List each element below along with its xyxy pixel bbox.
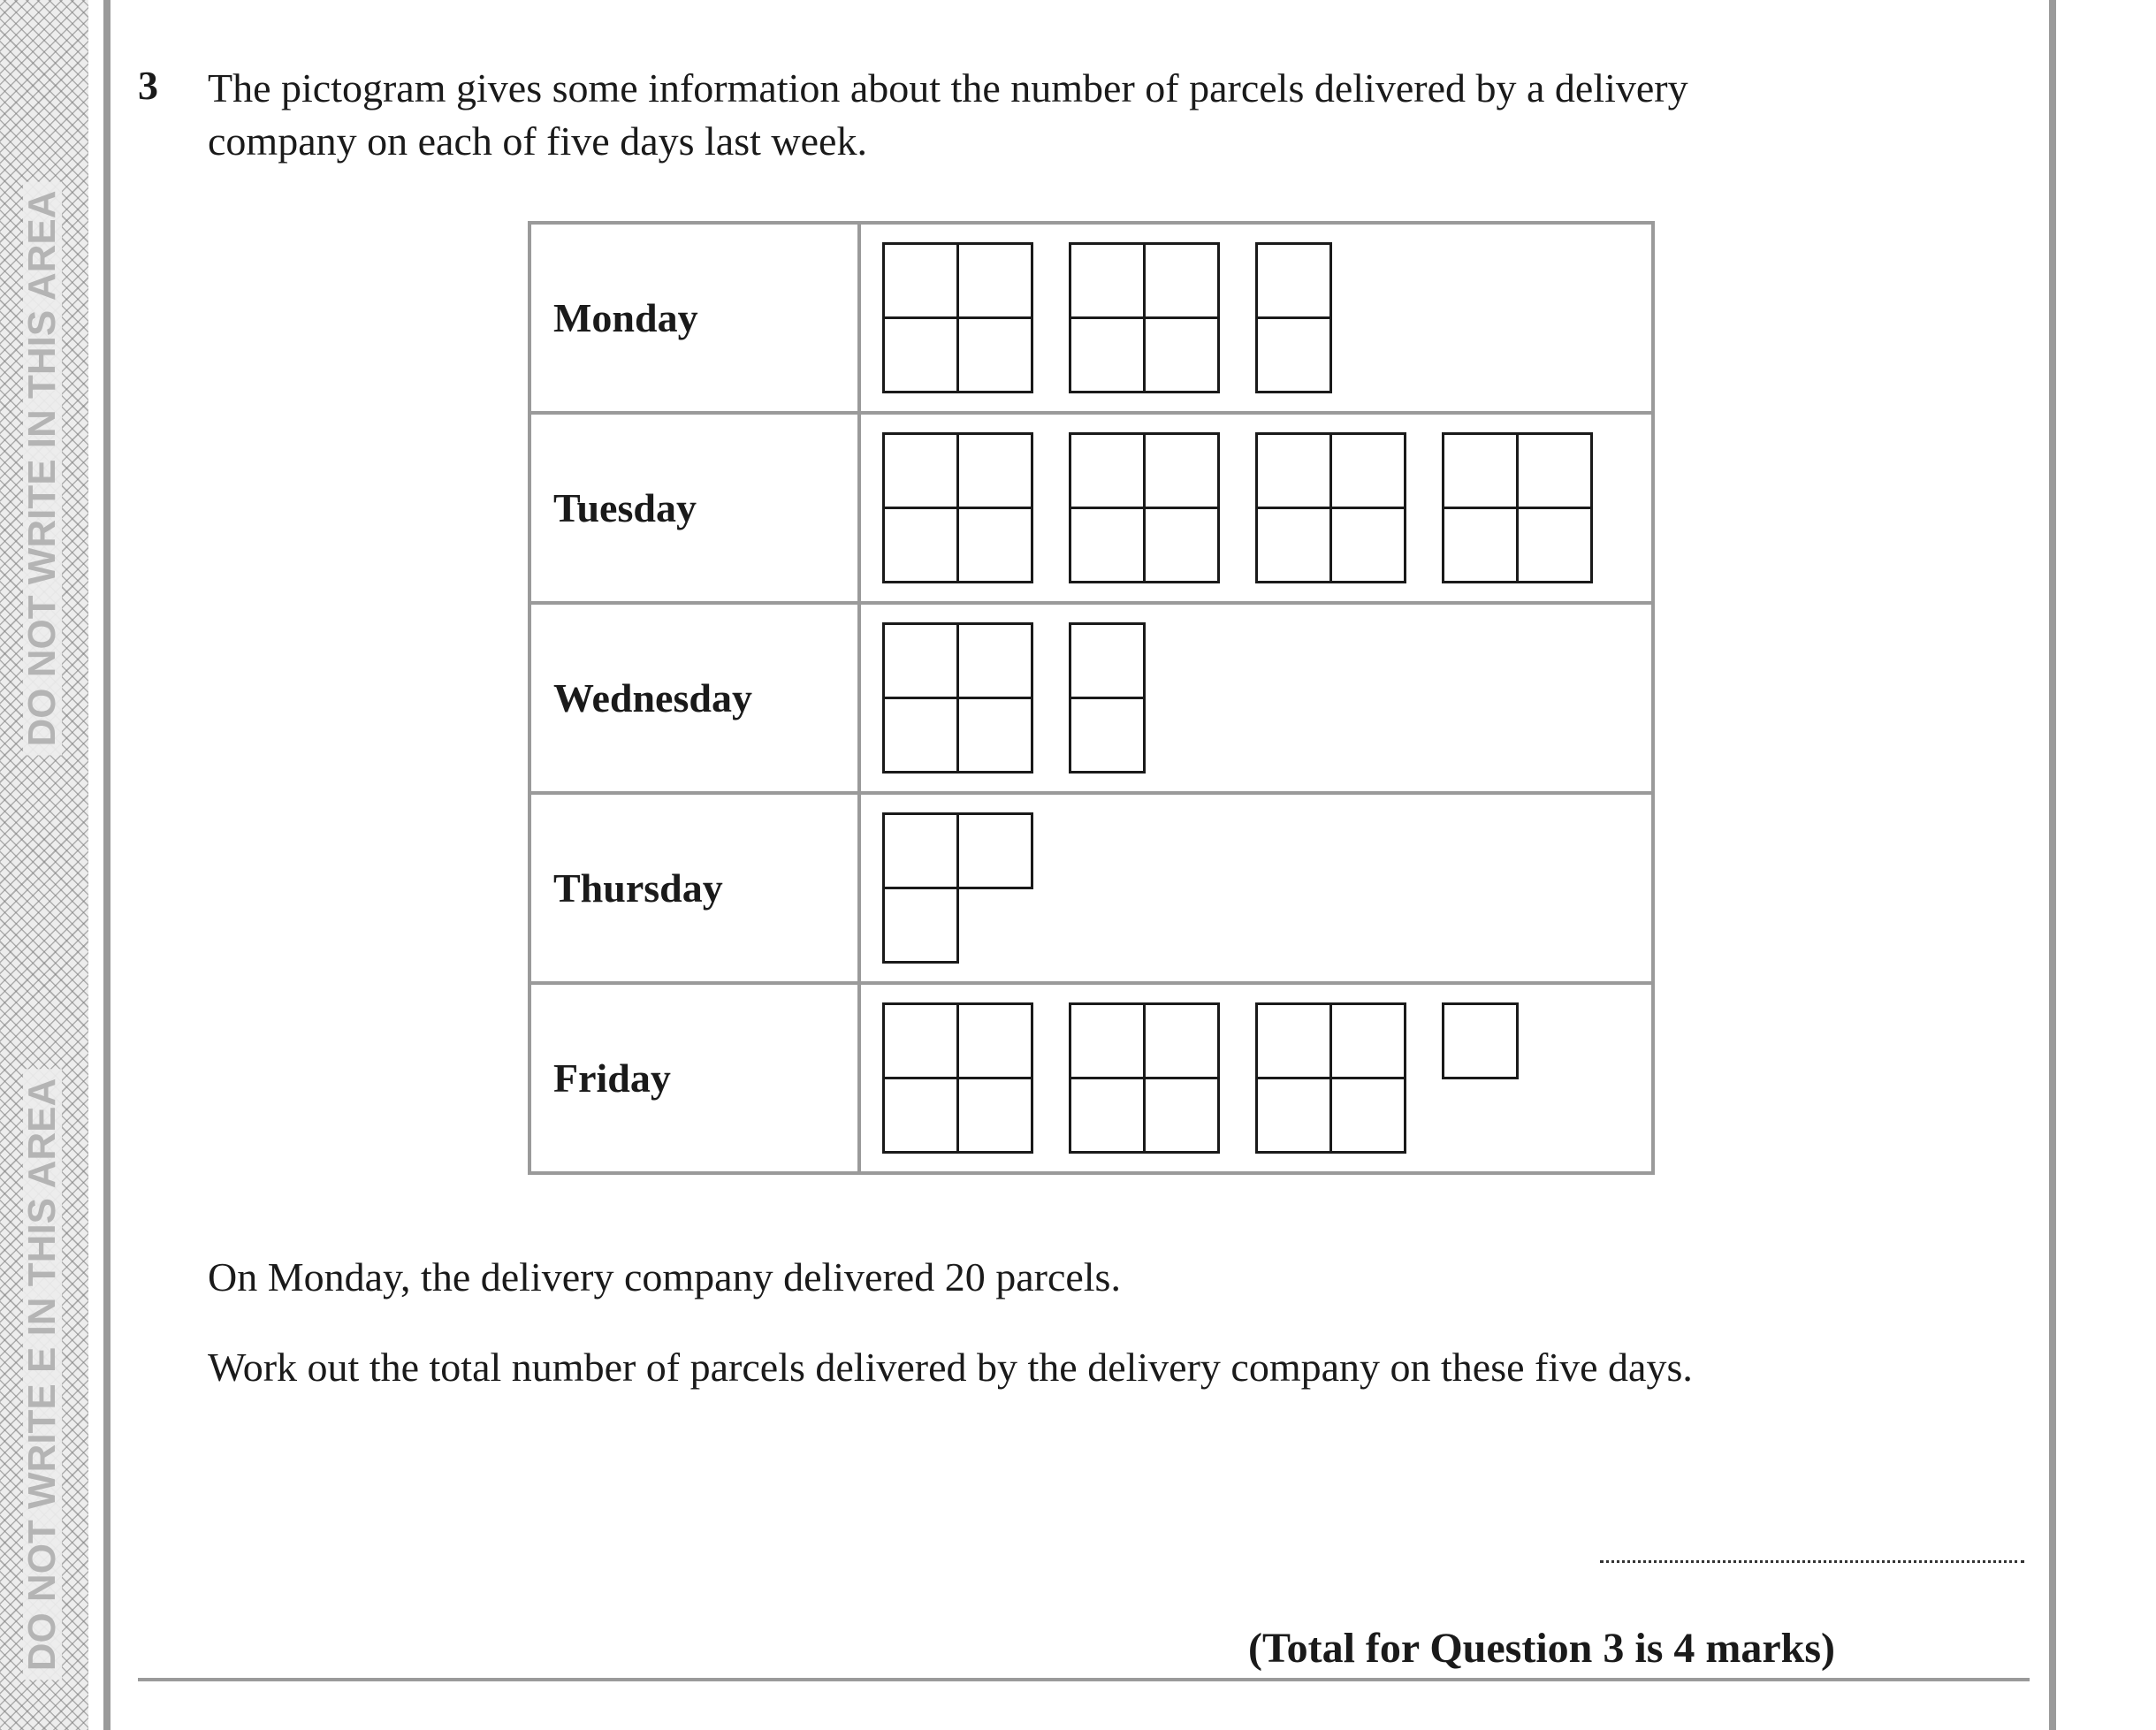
parcel-symbol bbox=[1069, 622, 1146, 774]
symbol-cell bbox=[859, 223, 1653, 413]
symbol-quarter bbox=[958, 244, 1032, 318]
parcel-symbol bbox=[1255, 1002, 1406, 1154]
day-label: Monday bbox=[529, 223, 859, 413]
question-text: The pictogram gives some information about the number of parcels delivered by a delivery company on each of five days last week. bbox=[208, 65, 1688, 164]
symbol-quarter bbox=[1444, 434, 1518, 508]
symbol-quarter bbox=[1070, 508, 1145, 583]
question-divider bbox=[138, 1678, 2030, 1681]
symbol-quarter bbox=[1070, 318, 1145, 392]
symbol-quarter bbox=[958, 318, 1032, 392]
parcel-symbol bbox=[882, 242, 1033, 393]
symbol-quarter bbox=[1257, 508, 1331, 583]
symbol-quarter bbox=[1444, 1004, 1518, 1078]
symbol-quarter bbox=[1257, 1004, 1331, 1078]
symbol-cell bbox=[859, 603, 1653, 793]
day-label: Friday bbox=[529, 983, 859, 1173]
total-marks: (Total for Question 3 is 4 marks) bbox=[1248, 1625, 1836, 1672]
symbol-quarter bbox=[884, 508, 958, 583]
symbol-quarter bbox=[958, 698, 1032, 773]
symbol-quarter bbox=[1145, 244, 1219, 318]
symbol-quarter bbox=[958, 624, 1032, 698]
pictogram-row bbox=[529, 793, 1653, 983]
symbol-cell bbox=[859, 413, 1653, 603]
symbol-quarter bbox=[884, 814, 958, 888]
symbol-quarter bbox=[884, 1004, 958, 1078]
parcel-symbol bbox=[1069, 242, 1220, 393]
symbol-quarter bbox=[958, 814, 1032, 888]
symbol-quarter bbox=[1145, 1004, 1219, 1078]
symbol-quarter bbox=[1257, 1078, 1331, 1153]
symbol-quarter bbox=[1331, 1004, 1406, 1078]
parcel-symbol bbox=[882, 812, 1033, 964]
day-label: Tuesday bbox=[529, 413, 859, 603]
symbol-quarter bbox=[884, 624, 958, 698]
symbol-quarter bbox=[1331, 1078, 1406, 1153]
symbol-quarter bbox=[1331, 434, 1406, 508]
symbol-quarter bbox=[1518, 434, 1592, 508]
symbol-quarter bbox=[1070, 1078, 1145, 1153]
symbol-quarter bbox=[884, 698, 958, 773]
symbol-quarter bbox=[884, 434, 958, 508]
symbol-quarter bbox=[958, 1004, 1032, 1078]
symbol-quarter bbox=[958, 1078, 1032, 1153]
day-label: Wednesday bbox=[529, 603, 859, 793]
pictogram-table bbox=[528, 221, 1655, 1175]
parcel-symbol bbox=[1255, 432, 1406, 583]
symbol-quarter bbox=[1070, 434, 1145, 508]
question-number: 3 bbox=[138, 63, 158, 108]
parcel-symbol bbox=[1069, 432, 1220, 583]
symbol-quarter bbox=[1145, 434, 1219, 508]
symbol-quarter bbox=[1444, 508, 1518, 583]
symbol-cell bbox=[859, 793, 1653, 983]
symbol-quarter bbox=[1257, 318, 1331, 392]
symbol-quarter bbox=[884, 318, 958, 392]
pictogram-row bbox=[529, 603, 1653, 793]
symbol-quarter bbox=[958, 508, 1032, 583]
symbol-quarter bbox=[1145, 318, 1219, 392]
symbol-quarter bbox=[1070, 624, 1145, 698]
parcel-symbol bbox=[882, 432, 1033, 583]
symbol-quarter bbox=[1518, 508, 1592, 583]
symbol-quarter bbox=[1145, 1078, 1219, 1153]
symbol-quarter bbox=[1145, 508, 1219, 583]
parcel-symbol bbox=[1442, 1002, 1519, 1154]
parcel-symbol bbox=[1442, 432, 1593, 583]
pictogram-row bbox=[529, 223, 1653, 413]
margin-rule bbox=[103, 0, 110, 1730]
symbol-quarter bbox=[958, 434, 1032, 508]
parcel-symbol bbox=[1069, 1002, 1220, 1154]
symbol-quarter bbox=[884, 888, 958, 963]
parcel-symbol bbox=[882, 1002, 1033, 1154]
symbol-quarter bbox=[1331, 508, 1406, 583]
task-statement: Work out the total number of parcels delivered by the delivery company on these five days. bbox=[208, 1345, 1693, 1390]
parcel-symbol bbox=[1255, 242, 1332, 393]
answer-line[interactable] bbox=[1600, 1560, 2024, 1563]
symbol-quarter bbox=[1257, 244, 1331, 318]
symbol-quarter bbox=[1257, 434, 1331, 508]
symbol-cell bbox=[859, 983, 1653, 1173]
symbol-quarter bbox=[1070, 244, 1145, 318]
pictogram-row bbox=[529, 413, 1653, 603]
right-margin-rule bbox=[2049, 0, 2056, 1730]
symbol-quarter bbox=[1070, 1004, 1145, 1078]
pictogram-row bbox=[529, 983, 1653, 1173]
symbol-quarter bbox=[884, 244, 958, 318]
symbol-quarter bbox=[1070, 698, 1145, 773]
parcel-symbol bbox=[882, 622, 1033, 774]
day-label: Thursday bbox=[529, 793, 859, 983]
given-statement: On Monday, the delivery company delivered 20 parcels. bbox=[208, 1254, 1121, 1299]
symbol-quarter bbox=[884, 1078, 958, 1153]
